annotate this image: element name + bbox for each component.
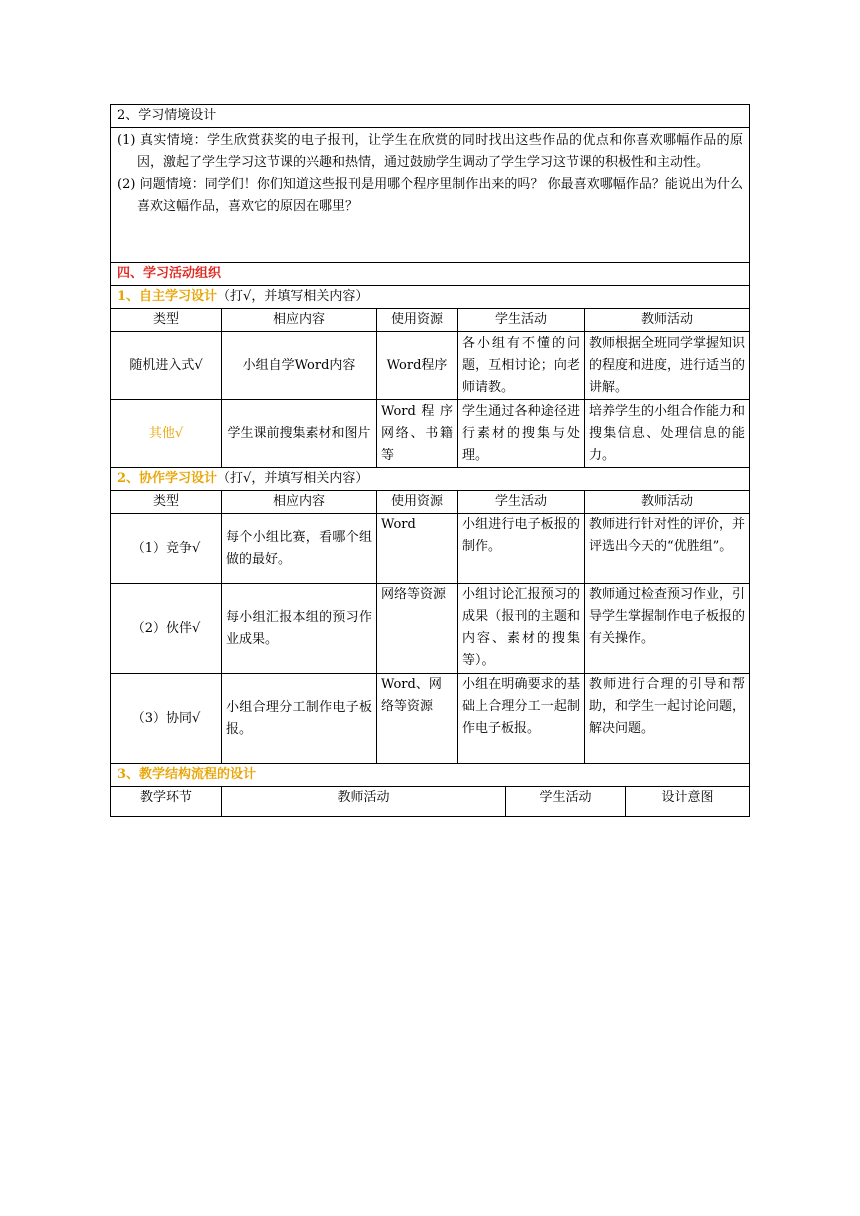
- cell-type: 随机进入式√: [111, 332, 222, 400]
- cell-student: 各小组有不懂的问题，互相讨论；向老师请教。: [458, 332, 585, 400]
- coop-study-header-row: [111, 491, 750, 514]
- document-page: [110, 104, 749, 817]
- header-design-intent: 设计意图: [626, 787, 750, 817]
- situation-item-question: (2) 问题情境：同学们！你们知道这些报刊是用哪个程序里制作出来的吗？ 你最喜欢哪幅作品？能说出为什么喜欢这幅作品，喜欢它的原因在哪里？: [117, 177, 744, 214]
- self-study-header-row: [111, 309, 750, 332]
- section4-row: [111, 263, 750, 286]
- cell-student: 小组讨论汇报预习的成果（报刊的主题和内容、素材的搜集等）。: [458, 584, 585, 674]
- cell-content: 小组合理分工制作电子板报。: [222, 674, 377, 764]
- header-type: 类型: [111, 491, 222, 514]
- header-resource: 使用资源: [377, 309, 458, 332]
- flow-title: 3、教学结构流程的设计: [111, 764, 750, 787]
- situation-heading: 2、学习情境设计: [111, 105, 750, 128]
- header-teacher: 教师活动: [585, 309, 750, 332]
- table-row: [111, 674, 750, 764]
- coop-study-title: 2、协作学习设计（打√，并填写相关内容）: [111, 468, 750, 491]
- header-teacher: 教师活动: [585, 491, 750, 514]
- cell-resource: Word程序网络、书籍等: [377, 400, 458, 468]
- lesson-plan-table: [110, 104, 750, 817]
- cell-content: 每小组汇报本组的预习作业成果。: [222, 584, 377, 674]
- header-student-activity: 学生活动: [506, 787, 626, 817]
- section4-title: 四、学习活动组织: [111, 263, 750, 286]
- situation-body-row: [111, 128, 750, 263]
- flow-title-row: [111, 764, 750, 787]
- cell-student: 学生通过各种途径进行素材的搜集与处理。: [458, 400, 585, 468]
- header-content: 相应内容: [222, 309, 377, 332]
- cell-type: （1）竞争√: [111, 514, 222, 584]
- self-study-title-row: [111, 286, 750, 309]
- cell-resource: Word程序: [377, 332, 458, 400]
- cell-teacher: 培养学生的小组合作能力和搜集信息、处理信息的能力。: [585, 400, 750, 468]
- header-teacher-activity: 教师活动: [222, 787, 506, 817]
- cell-type: （3）协同√: [111, 674, 222, 764]
- cell-resource: Word、网络等资源: [377, 674, 458, 764]
- cell-student: 小组进行电子板报的制作。: [458, 514, 585, 584]
- cell-teacher: 教师进行合理的引导和帮助，和学生一起讨论问题，解决问题。: [585, 674, 750, 764]
- header-stage: 教学环节: [111, 787, 222, 817]
- cell-teacher: 教师通过检查预习作业，引导学生掌握制作电子板报的有关操作。: [585, 584, 750, 674]
- table-row: [111, 584, 750, 674]
- cell-teacher: 教师进行针对性的评价，并评选出今天的“优胜组”。: [585, 514, 750, 584]
- cell-type: 其他√: [111, 400, 222, 468]
- header-resource: 使用资源: [377, 491, 458, 514]
- cell-resource: 网络等资源: [377, 584, 458, 674]
- cell-resource: Word: [377, 514, 458, 584]
- cell-content: 学生课前搜集素材和图片: [222, 400, 377, 468]
- header-student: 学生活动: [458, 491, 585, 514]
- cell-content: 每个小组比赛，看哪个组做的最好。: [222, 514, 377, 584]
- cell-student: 小组在明确要求的基础上合理分工一起制作电子板报。: [458, 674, 585, 764]
- situation-heading-row: [111, 105, 750, 128]
- situation-body: [111, 128, 750, 263]
- self-study-title: 1、自主学习设计（打√，并填写相关内容）: [111, 286, 750, 309]
- flow-header-row: [111, 787, 750, 817]
- table-row: [111, 332, 750, 400]
- cell-type: （2）伙伴√: [111, 584, 222, 674]
- table-row: [111, 514, 750, 584]
- header-type: 类型: [111, 309, 222, 332]
- header-student: 学生活动: [458, 309, 585, 332]
- table-row: [111, 400, 750, 468]
- coop-study-title-row: [111, 468, 750, 491]
- cell-teacher: 教师根据全班同学掌握知识的程度和进度，进行适当的讲解。: [585, 332, 750, 400]
- situation-item-real: (1) 真实情境：学生欣赏获奖的电子报刊，让学生在欣赏的同时找出这些作品的优点和你喜欢哪幅作品的原因，激起了学生学习这节课的兴趣和热情，通过鼓励学生调动了学生学习这节课的积极性和主动性。: [117, 133, 744, 170]
- cell-content: 小组自学Word内容: [222, 332, 377, 400]
- header-content: 相应内容: [222, 491, 377, 514]
